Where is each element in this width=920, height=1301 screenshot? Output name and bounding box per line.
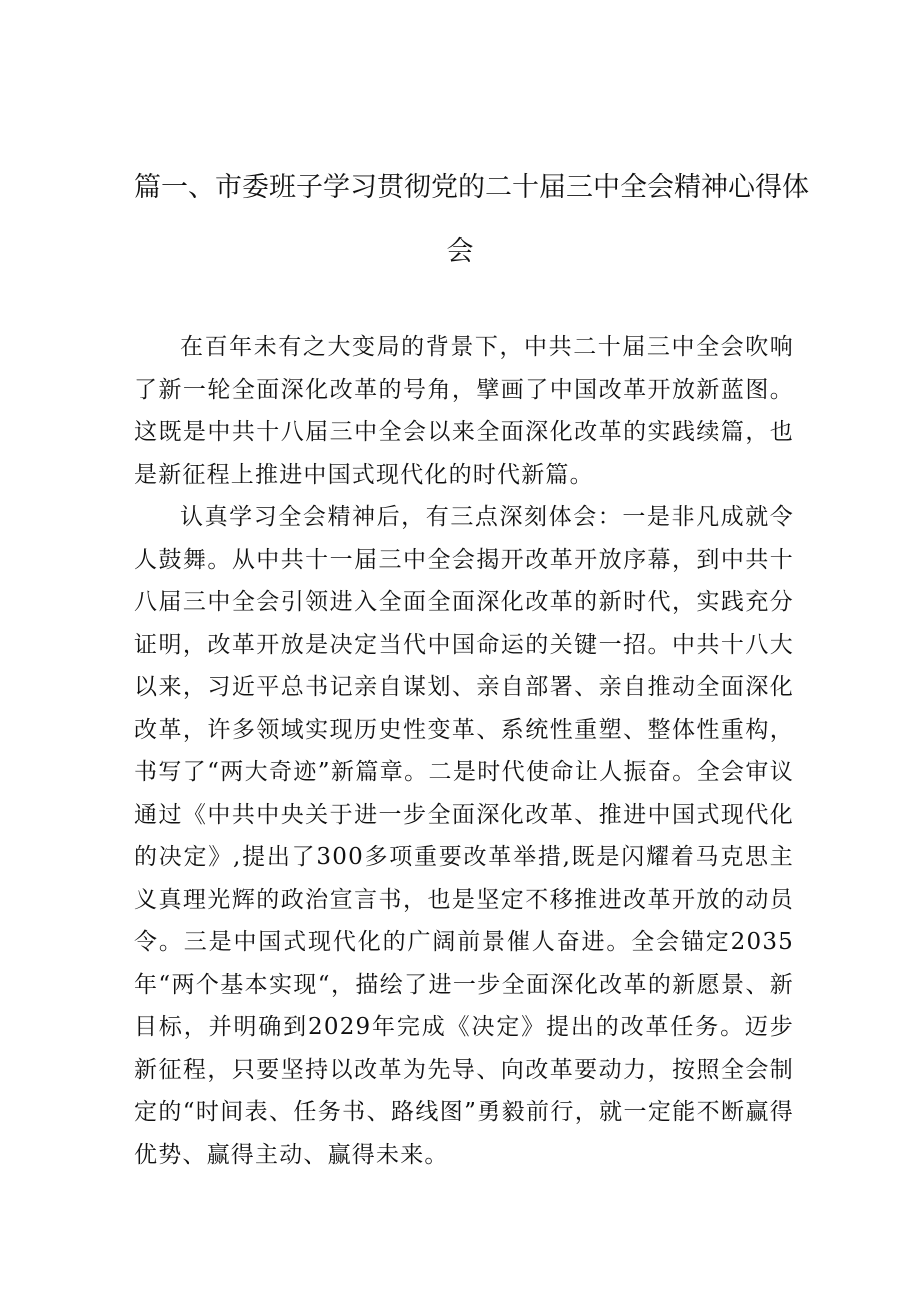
document-body xyxy=(134,326,794,1176)
title-line-1: 篇一、市委班子学习贯彻党的二十届三中全会精神心得体 xyxy=(134,172,809,203)
paragraph-1: 在百年未有之大变局的背景下，中共二十届三中全会吹响了新一轮全面深化改革的号角，擘画了中国改革开放新蓝图。这既是中共十八届三中全会以来全面深化改革的实践续篇，也是新征程上推进中国式现代化的时代新篇。 xyxy=(134,334,794,488)
paragraph-2: 认真学习全会精神后，有三点深刻体会：一是非凡成就令人鼓舞。从中共十一届三中全会揭开改革开放序幕，到中共十八届三中全会引领进入全面全面深化改革的新时代，实践充分证明，改革开放是决定当代中国命运的关键一招。中共十八大以来，习近平总书记亲自谋划、亲自部署、亲自推动全面深化改革，许多领域实现历史性变革、系统性重塑、整体性重构，书写了“两大奇迹”新篇章。二是时代使命让人振奋。全会审议通过《中共中央关于进一步全面深化改革、推进中国式现代化的决定》,提出了300多项重要改革举措,既是闪耀着马克思主义真理光辉的政治宣言书，也是坚定不移推进改革开放的动员令。三是中国式现代化的广阔前景催人奋进。全会锚定2035年“两个基本实现“，描绘了进一步全面深化改革的新愿景、新目标，并明确到2029年完成《决定》提出的改革任务。迈步新征程，只要坚持以改革为先导、向改革要动力，按照全会制定的“时间表、任务书、路线图”勇毅前行，就一定能不断赢得优势、赢得主动、赢得未来。 xyxy=(134,504,794,1168)
title-line-2: 会 xyxy=(446,236,474,267)
